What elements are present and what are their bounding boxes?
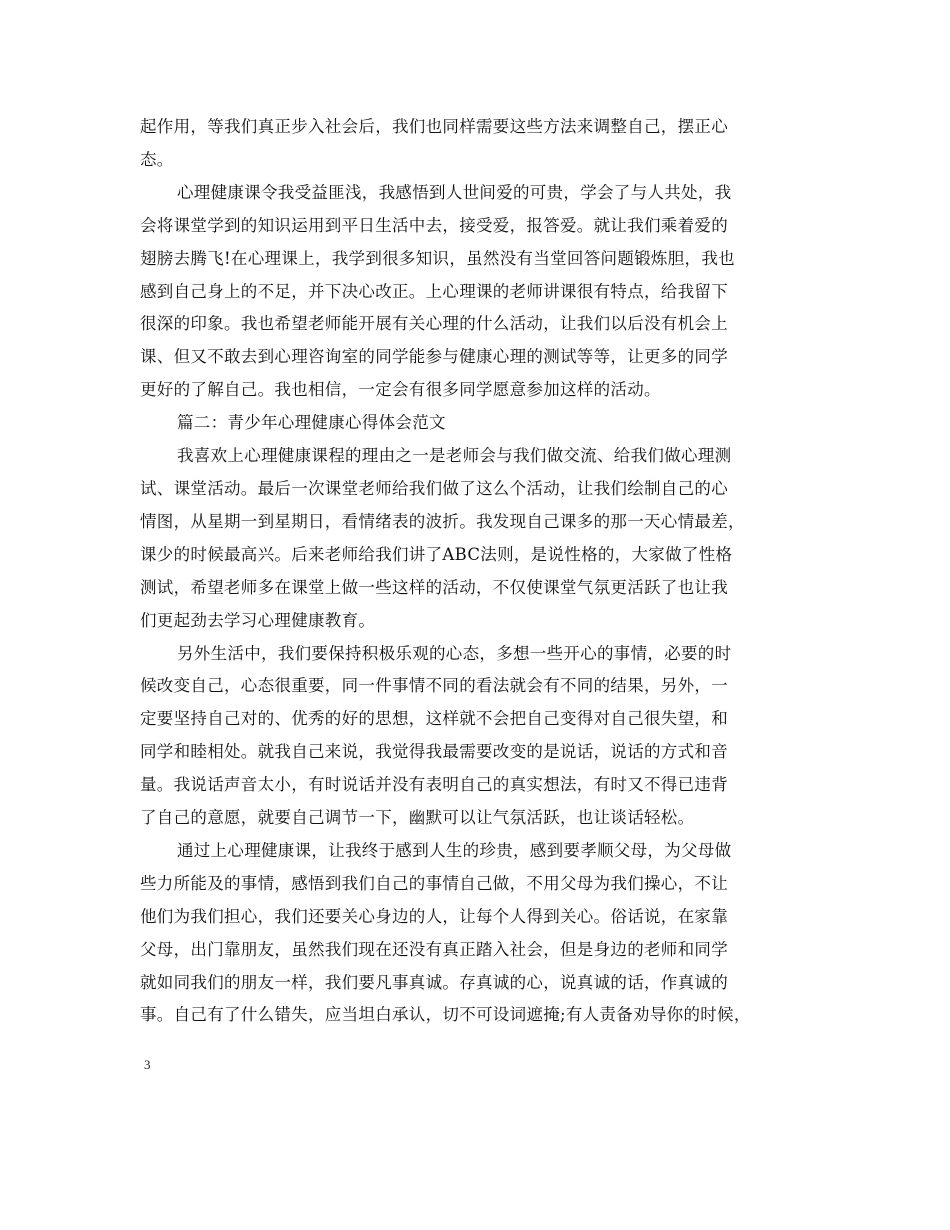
text-line: 些力所能及的事情，感悟到我们自己的事情自己做，不用父母为我们操心，不让 [140,873,728,893]
text-line: 通过上心理健康课，让我终于感到人生的珍贵，感到要孝顺父母，为父母做 [177,840,732,860]
text-line: 试、课堂活动。最后一次课堂老师给我们做了这么个活动，让我们绘制自己的心 [140,478,728,498]
paragraph [140,835,820,1032]
text-line: 了自己的意愿，就要自己调节一下，幽默可以让气氛活跃，也让谈话轻松。 [140,808,695,828]
text-line: 会将课堂学到的知识运用到平日生活中去，接受爱，报答爱。就让我们乘着爱的 [140,215,728,235]
text-line: 我喜欢上心理健康课程的理由之一是老师会与我们做交流、给我们做心理测 [177,446,732,466]
text-line: 定要坚持自己对的、优秀的好的思想，这样就不会把自己变得对自己很失望，和 [140,709,728,729]
text-line: 情图，从星期一到星期日，看情绪表的波折。我发现自己课多的那一天心情最差， [140,511,745,531]
paragraph [140,407,820,440]
paragraph [140,111,820,177]
text-line: 感到自己身上的不足，并下决心改正。上心理课的老师讲课很有特点，给我留下 [140,281,728,301]
text-line: 父母，出门靠朋友，虽然我们现在还没有真正踏入社会，但是身边的老师和同学 [140,939,728,959]
text-line: 们更起劲去学习心理健康教育。 [140,610,376,630]
text-line: 他们为我们担心，我们还要关心身边的人，让每个人得到关心。俗话说，在家靠 [140,906,728,926]
text-line: 态。 [140,149,174,169]
text-line: 事。自己有了什么错失，应当坦白承认，切不可设词遮掩;有人责备劝导你的时候， [140,1005,751,1025]
text-line: 课、但又不敢去到心理咨询室的同学能参与健康心理的测试等等，让更多的同学 [140,347,728,367]
paragraph [140,177,820,407]
text-line: 另外生活中，我们要保持积极乐观的心态，多想一些开心的事情，必要的时 [177,643,732,663]
text-line: 很深的印象。我也希望老师能开展有关心理的什么活动，让我们以后没有机会上 [140,314,728,334]
page-body [140,111,820,1032]
text-line: 测试，希望老师多在课堂上做一些这样的活动，不仅使课堂气氛更活跃了也让我 [140,577,728,597]
text-line: 就如同我们的朋友一样，我们要凡事真诚。存真诚的心，说真诚的话，作真诚的 [140,972,728,992]
text-line: 翅膀去腾飞!在心理课上，我学到很多知识，虽然没有当堂回答问题锻炼胆，我也 [140,248,735,268]
text-line: 篇二：青少年心理健康心得体会范文 [177,413,446,433]
page-number: 3 [144,1057,151,1072]
text-line: 同学和睦相处。就我自己来说，我觉得我最需要改变的是说话，说话的方式和音 [140,742,728,762]
paragraph [140,638,820,835]
text-line: 课少的时候最高兴。后来老师给我们讲了ABC法则，是说性格的，大家做了性格 [140,544,733,564]
text-line: 候改变自己，心态很重要，同一件事情不同的看法就会有不同的结果，另外，一 [140,676,728,696]
text-line: 量。我说话声音太小，有时说话并没有表明自己的真实想法，有时又不得已违背 [140,775,728,795]
paragraph [140,440,820,637]
text-line: 起作用，等我们真正步入社会后，我们也同样需要这些方法来调整自己，摆正心 [140,117,728,136]
text-line: 更好的了解自己。我也相信，一定会有很多同学愿意参加这样的活动。 [140,380,661,400]
text-line: 心理健康课令我受益匪浅，我感悟到人世间爱的可贵，学会了与人共处，我 [177,182,732,202]
